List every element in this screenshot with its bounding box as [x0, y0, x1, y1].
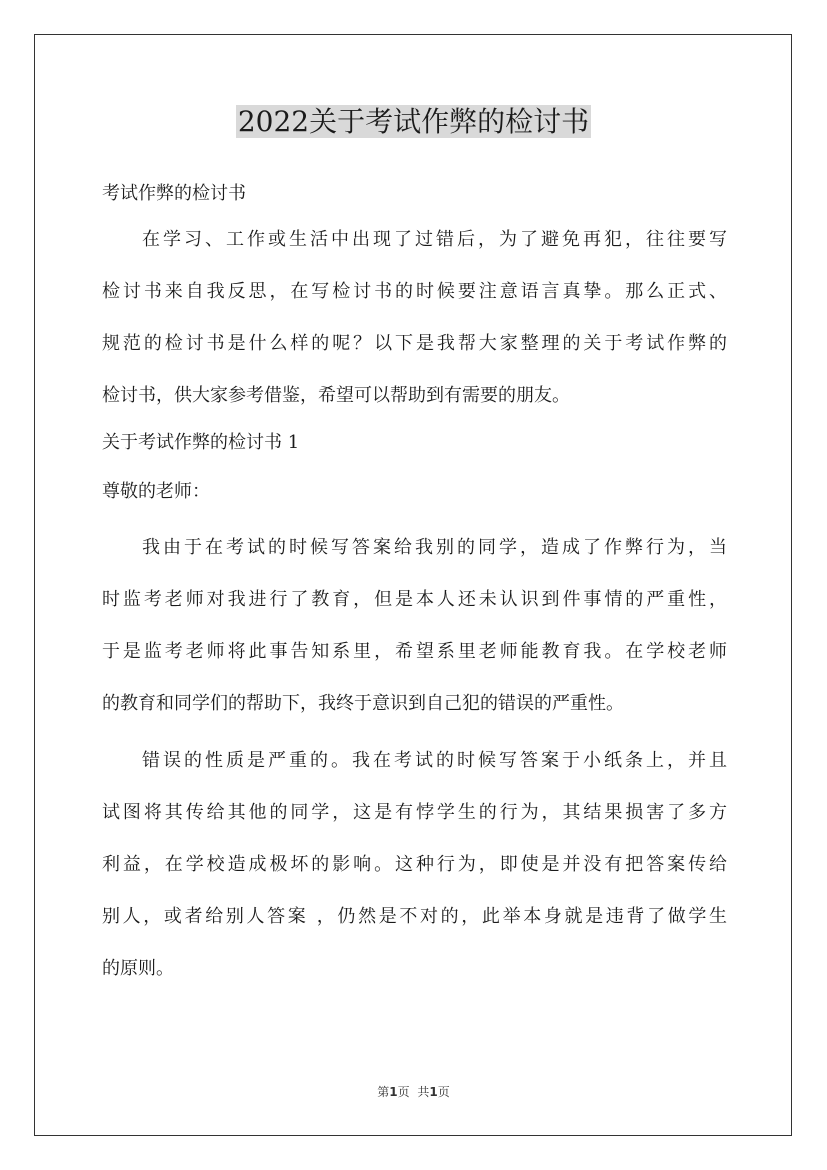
paragraph-line: 利益，在学校造成极坏的影响。这种行为，即使是并没有把答案传给 — [102, 854, 727, 875]
paragraph-line: 规范的检讨书是什么样的呢？以下是我帮大家整理的关于考试作弊的 — [102, 333, 727, 354]
total-prefix: 共 — [417, 1085, 430, 1099]
document-title-text: 2022关于考试作弊的检讨书 — [237, 105, 590, 138]
document-title — [0, 100, 827, 144]
page-suffix: 页 — [397, 1085, 410, 1099]
paragraph-line: 别人，或者给别人答案 ，仍然是不对的，此举本身就是违背了做学生 — [102, 906, 727, 927]
paragraph-line: 检讨书，供大家参考借鉴，希望可以帮助到有需要的朋友。 — [102, 385, 570, 406]
total-pages: 1 — [429, 1085, 438, 1099]
paragraph-line: 错误的性质是严重的。我在考试的时候写答案于小纸条上，并且 — [142, 750, 727, 771]
paragraph-line: 试图将其传给其他的同学，这是有悖学生的行为，其结果损害了多方 — [102, 802, 727, 823]
paragraph-line: 检讨书来自我反思，在写检讨书的时候要注意语言真挚。那么正式、 — [102, 281, 727, 302]
paragraph-line: 于是监考老师将此事告知系里，希望系里老师能教育我。在学校老师 — [102, 641, 727, 662]
paragraph-line: 在学习、工作或生活中出现了过错后，为了避免再犯，往往要写 — [142, 229, 727, 250]
paragraph-reflection — [102, 735, 727, 995]
paragraph-intro — [102, 214, 727, 422]
salutation: 尊敬的老师： — [102, 481, 210, 502]
page-footer — [0, 1083, 827, 1100]
subtitle-line: 考试作弊的检讨书 — [102, 183, 246, 204]
section-heading: 关于考试作弊的检讨书 1 — [102, 432, 300, 453]
paragraph-line: 的教育和同学们的帮助下，我终于意识到自己犯的错误的严重性。 — [102, 693, 624, 714]
document-body — [102, 173, 727, 995]
page-number: 1 — [389, 1085, 398, 1099]
paragraph-confession — [102, 522, 727, 730]
paragraph-line: 我由于在考试的时候写答案给我别的同学，造成了作弊行为，当 — [142, 537, 727, 558]
paragraph-line: 的原则。 — [102, 958, 174, 979]
total-suffix: 页 — [437, 1085, 450, 1099]
paragraph-line: 时监考老师对我进行了教育，但是本人还未认识到件事情的严重性， — [102, 589, 727, 610]
page-prefix: 第 — [377, 1085, 390, 1099]
